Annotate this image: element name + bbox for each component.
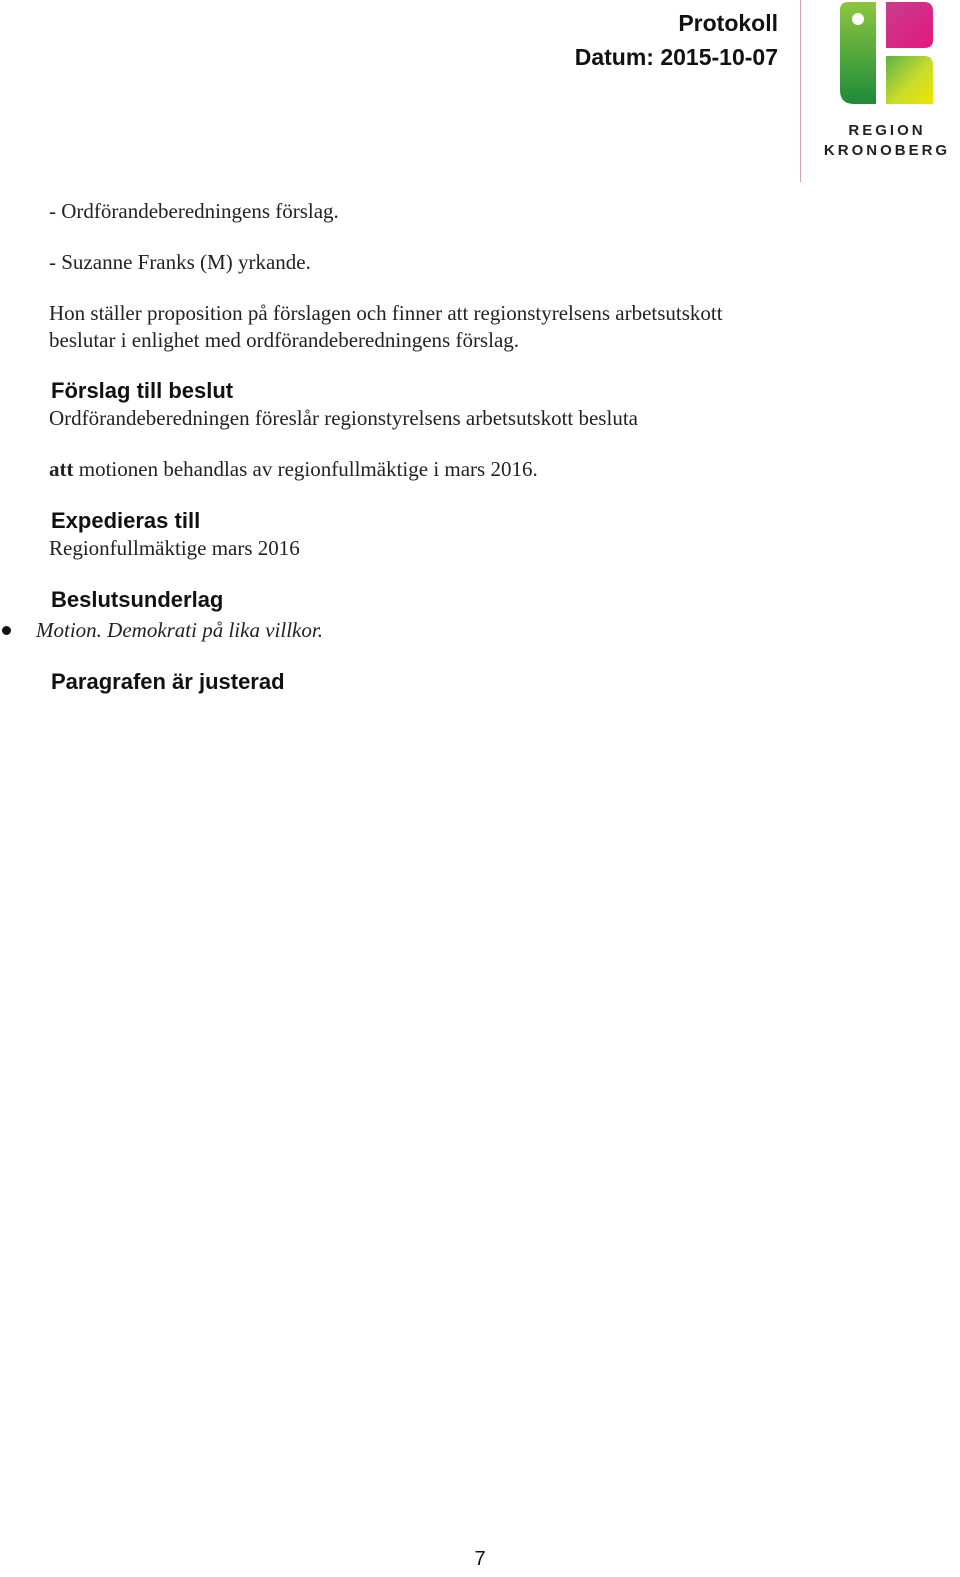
att-paragraph: [49, 456, 829, 483]
logo-mark-icon: [814, 0, 960, 110]
header-divider: [800, 0, 801, 182]
region-kronoberg-logo: [814, 0, 960, 170]
justerad-heading: Paragrafen är justerad: [51, 669, 285, 694]
document-header: [575, 6, 778, 74]
body-line-2: - Suzanne Franks (M) yrkande.: [49, 250, 311, 274]
att-text: motionen behandlas av regionfullmäktige i mars 2016.: [78, 457, 538, 481]
forslag-heading: Förslag till beslut: [51, 378, 234, 403]
page-number: 7: [474, 1548, 486, 1570]
bullet-icon: [2, 626, 11, 635]
proposition-line-2: beslutar i enlighet med ordförandeberedningens förslag.: [49, 328, 520, 352]
expedieras-text: Regionfullmäktige mars 2016: [49, 536, 300, 560]
beslutsunderlag-heading: Beslutsunderlag: [51, 587, 224, 612]
forslag-text: Ordförandeberedningen föreslår regionstyrelsens arbetsutskott besluta: [49, 406, 638, 430]
beslutsunderlag-item: Motion. Demokrati på lika villkor.: [36, 618, 323, 642]
body-line-1: - Ordförandeberedningens förslag.: [49, 199, 339, 223]
proposition-paragraph: [49, 300, 829, 354]
logo-text-region: REGION: [848, 122, 926, 139]
document-type: Protokoll: [678, 10, 778, 36]
proposition-line-1: Hon ställer proposition på förslagen och finner att regionstyrelsens arbetsutskott: [49, 301, 723, 325]
logo-text-kronoberg: KRONOBERG: [823, 142, 951, 159]
expedieras-heading: Expedieras till: [51, 508, 201, 533]
att-word: att: [49, 457, 74, 481]
document-date: Datum: 2015-10-07: [574, 44, 778, 70]
